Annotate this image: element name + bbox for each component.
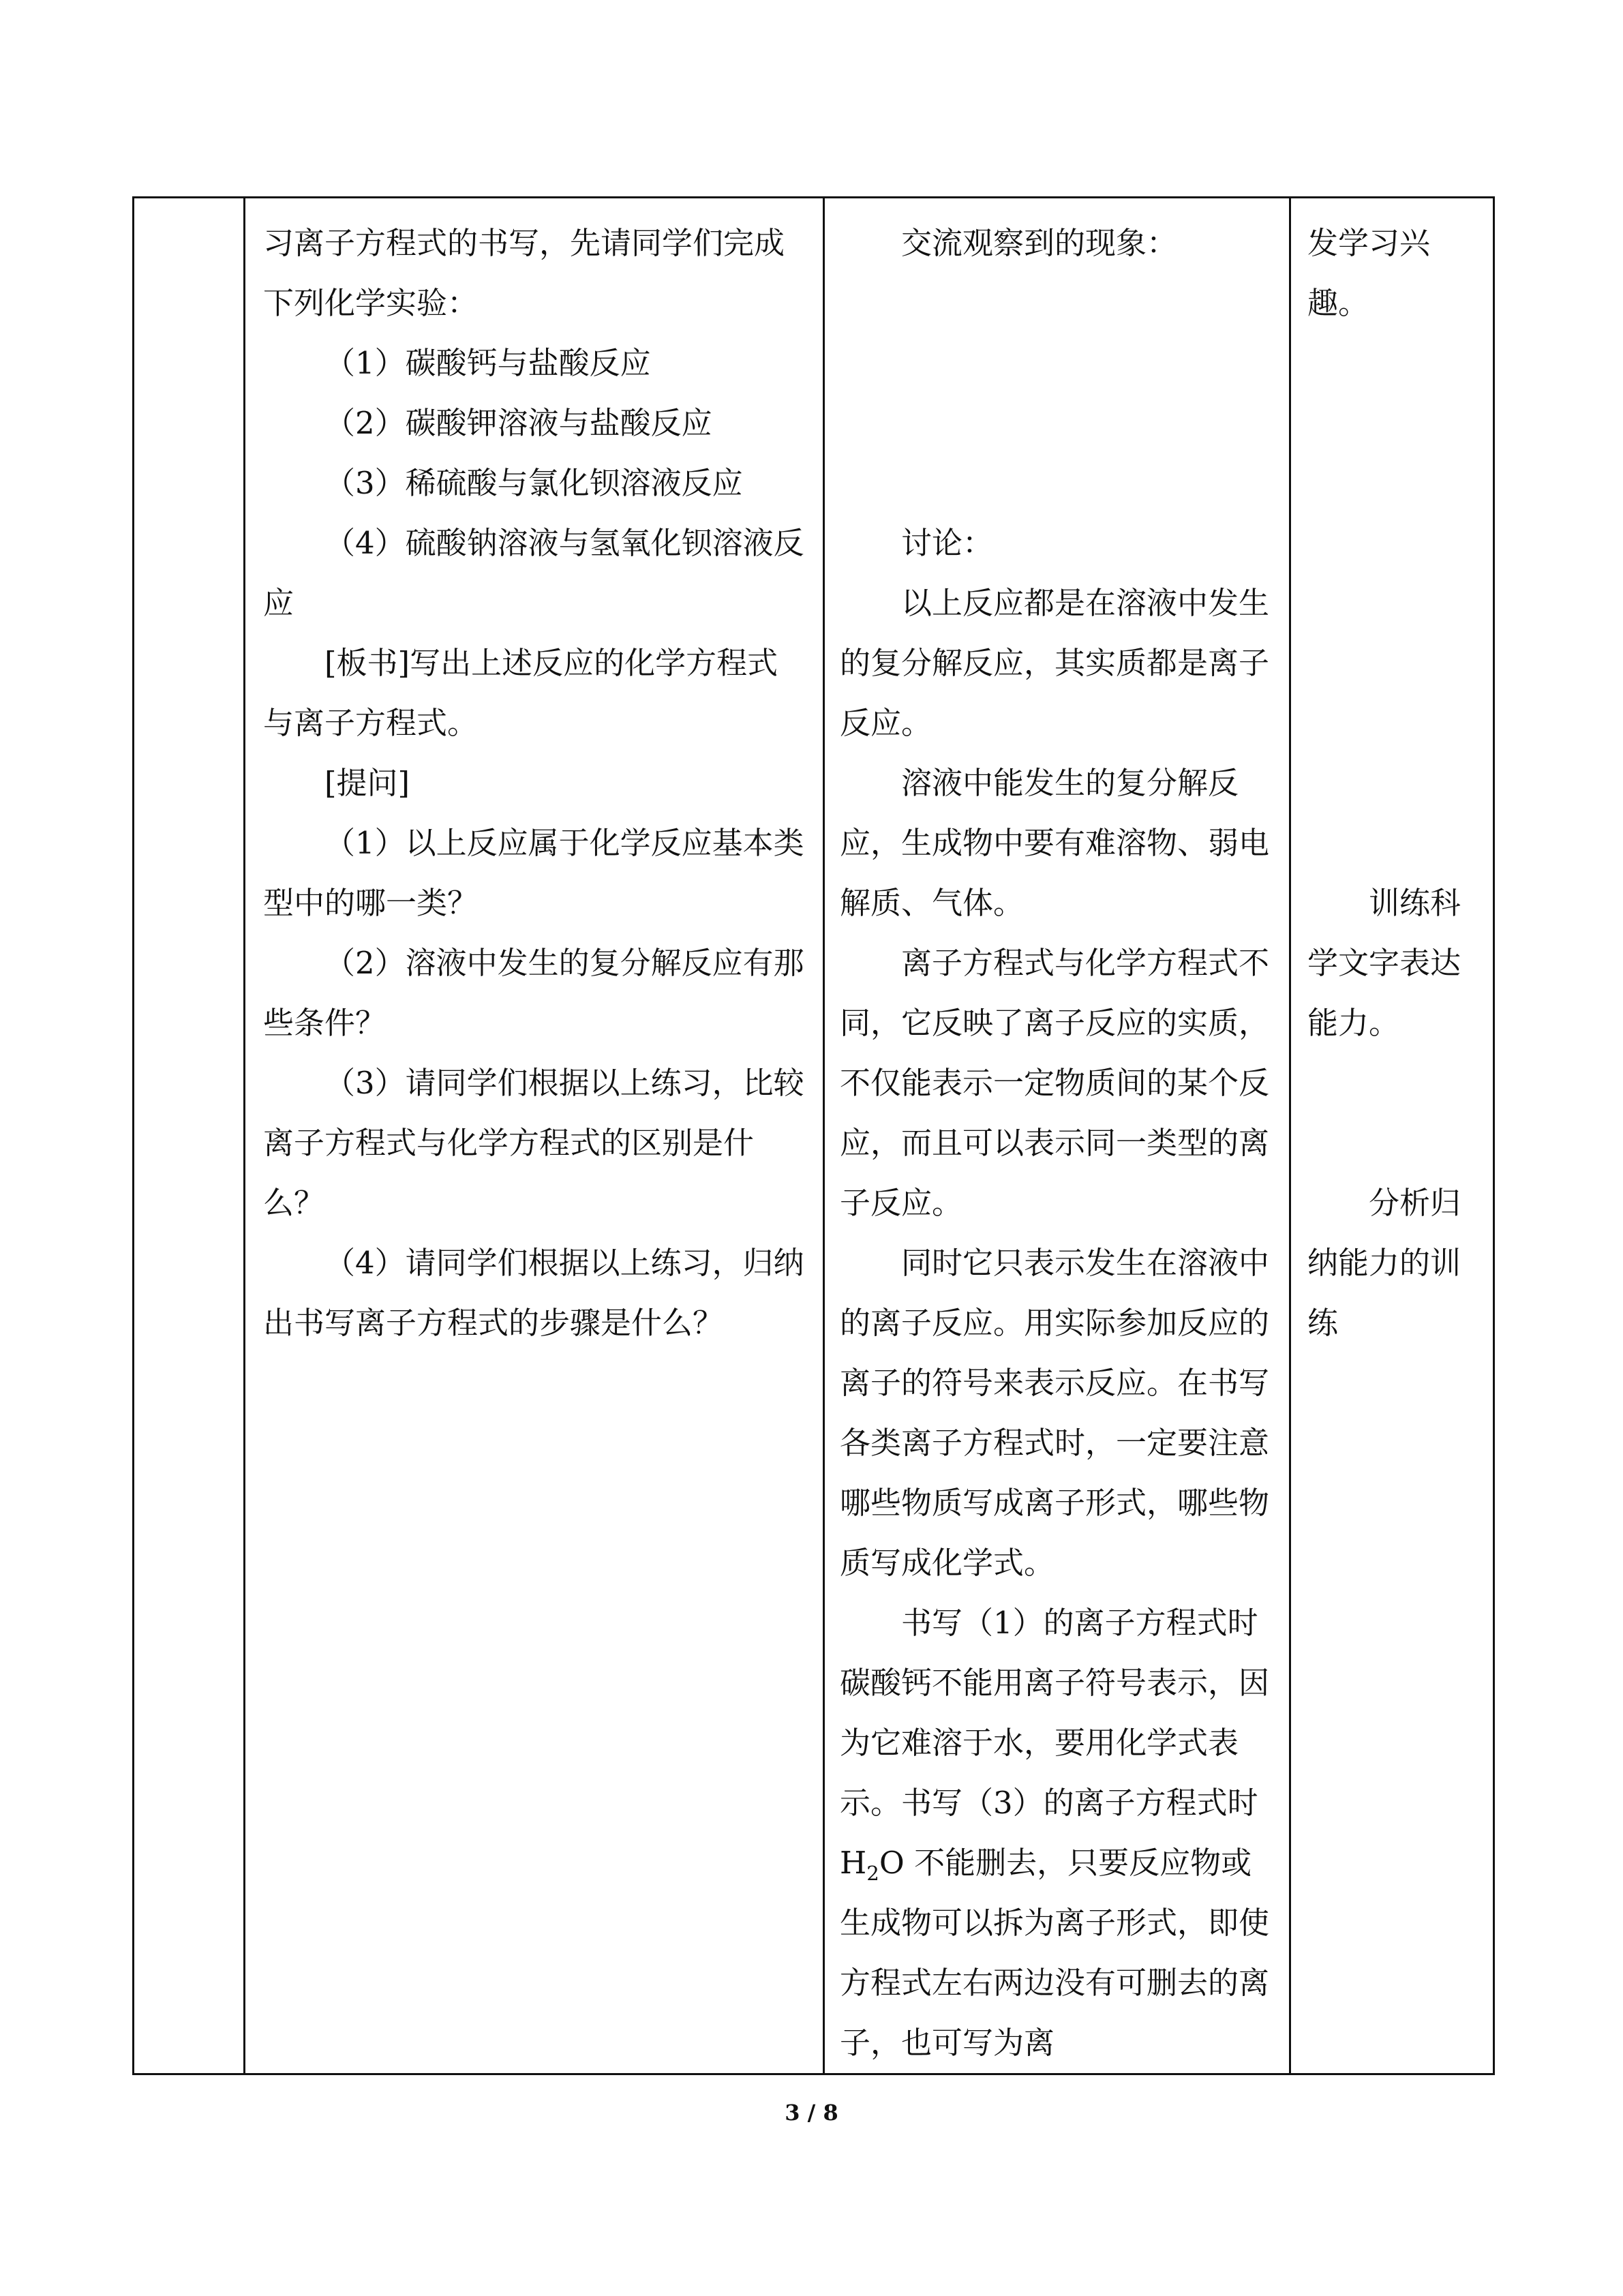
intent-text: 发学习兴趣。 (1307, 225, 1431, 321)
student-paragraph: 以上反应都是在溶液中发生的复分解反应，其实质都是离子反应。 (840, 585, 1270, 741)
student-paragraph: 溶液中能发生的复分解反应，生成物中要有难溶物、弱电解质、气体。 (840, 765, 1270, 921)
question-item: （4）请同学们根据以上练习，归纳出书写离子方程式的步骤是什么？ (263, 1245, 804, 1341)
board-note: [板书]写出上述反应的化学方程式与离子方程式。 (263, 645, 778, 741)
intent-text: 分析归纳能力的训练 (1307, 1185, 1461, 1341)
question-item: （1）以上反应属于化学反应基本类型中的哪一类？ (263, 825, 804, 921)
student-paragraph: 离子方程式与化学方程式不同，它反映了离子反应的实质，不仅能表示一定物质间的某个反应，而且可以表示同一类型的离子反应。 (840, 945, 1270, 1221)
student-paragraph: 同时它只表示发生在溶液中的离子反应。用实际参加反应的离子的符号来表示反应。在书写各类离子方程式时，一定要注意哪些物质写成离子形式，哪些物质写成化学式。 (840, 1245, 1270, 1581)
paragraph-part: 书写（1）的离子方程式时碳酸钙不能用离子符号表示，因为它难溶于水，要用化学式表示。书写（3）的离子方程式时 H (840, 1605, 1270, 1881)
page-number: 3 / 8 (785, 2100, 838, 2126)
teacher-text: 习离子方程式的书写，先请同学们完成下列化学实验： (263, 225, 785, 321)
experiment-item: （3）稀硫酸与氯化钡溶液反应 (324, 465, 743, 501)
design-intent-cell (1290, 198, 1494, 2074)
question-heading: [提问] (324, 765, 410, 801)
intent-text: 训练科学文字表达能力。 (1307, 885, 1461, 1041)
question-item: （3）请同学们根据以上练习，比较离子方程式与化学方程式的区别是什么？ (263, 1065, 804, 1221)
lesson-plan-table (132, 196, 1495, 2075)
student-paragraph (840, 1593, 1274, 2073)
experiment-item: （1）碳酸钙与盐酸反应 (324, 345, 651, 381)
question-item: （2）溶液中发生的复分解反应有那些条件？ (263, 945, 804, 1041)
experiment-item: （2）碳酸钾溶液与盐酸反应 (324, 405, 712, 441)
teacher-activity-cell (245, 198, 824, 2074)
student-activity-cell (824, 198, 1290, 2074)
paragraph-part: O 不能删去，只要反应物或生成物可以拆为离子形式，即使方程式左右两边没有可删去的离子，也可写为离 (840, 1845, 1270, 2061)
discuss-heading: 讨论： (901, 525, 994, 561)
table-row (134, 198, 1494, 2074)
experiment-item: （4）硫酸钠溶液与氢氧化钡溶液反应 (263, 525, 804, 621)
subscript: 2 (866, 1862, 879, 1885)
observe-text: 交流观察到的现象： (901, 225, 1178, 261)
stage-cell (134, 198, 245, 2074)
